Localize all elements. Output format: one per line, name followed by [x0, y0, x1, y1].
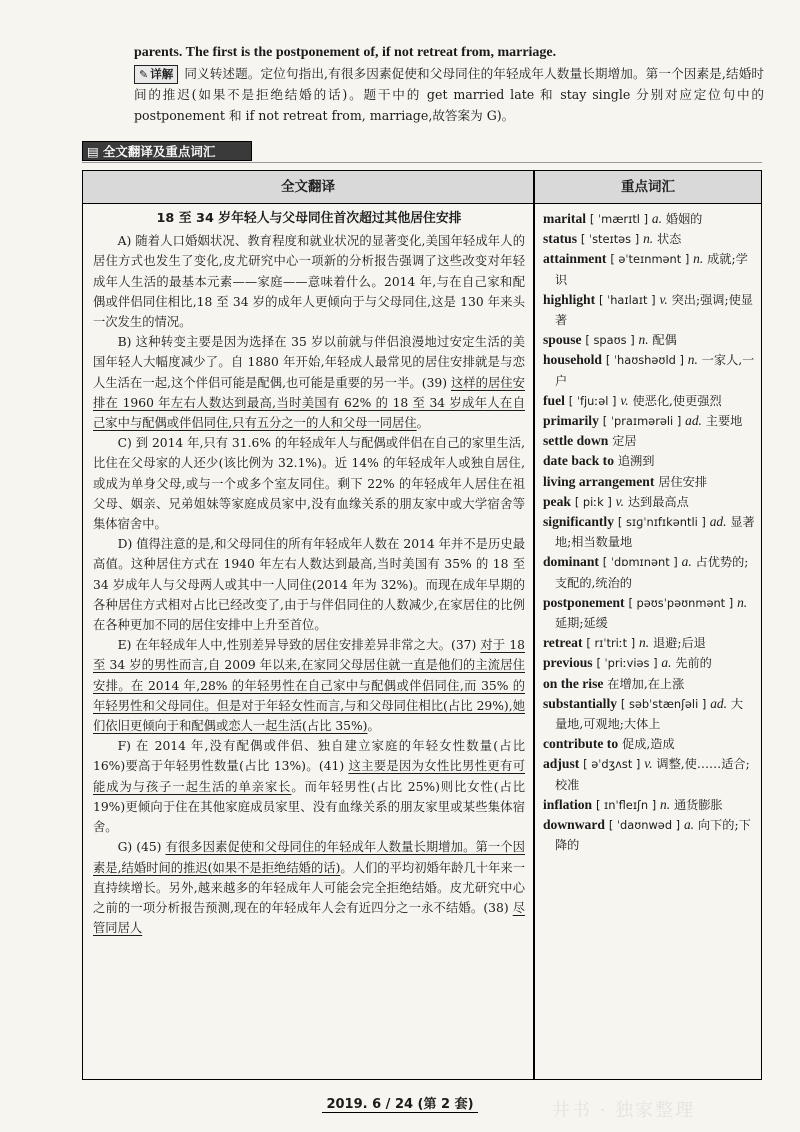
vocab-ipa: [ səbˈstænʃəli ]: [620, 696, 707, 711]
vocab-word: fuel: [543, 392, 565, 408]
underlined-answer: 这样的居住安排在 1960 年左右人数达到最高,当时美国有 62% 的 18 至 34 岁成年人在自己家中与配偶或伴侣同住,只有五分之一的人和父母一同居住: [93, 375, 525, 431]
vocab-entry: [543, 694, 755, 734]
vocab-word: date back to: [543, 453, 614, 469]
vocab-entry: [543, 593, 755, 633]
vocab-entry: [543, 512, 755, 552]
vocab-meaning: 向下的;下降的: [555, 818, 751, 853]
vocab-entry: [543, 350, 755, 390]
vocab-entry: [543, 815, 755, 855]
vocab-ipa: [ ˈhaɪlaɪt ]: [599, 292, 656, 307]
vocab-ipa: [ əˈteɪnmənt ]: [610, 252, 690, 267]
vocab-meaning: 占优势的;支配的,统治的: [555, 555, 749, 590]
vocab-meaning: 状态: [656, 232, 682, 247]
vocab-pos: n.: [639, 635, 650, 651]
vocab-word: postponement: [543, 594, 625, 610]
vocab-entry: [543, 411, 755, 431]
vocab-pos: n.: [693, 251, 704, 267]
vocab-entry: [543, 209, 755, 229]
vocab-pos: a.: [683, 817, 695, 833]
vocab-meaning: 调整,使……适合;校准: [555, 757, 750, 792]
vocab-ipa: [ ɪnˈfleɪʃn ]: [595, 797, 657, 812]
vocab-ipa: [ piːk ]: [574, 494, 612, 509]
article-title: 18 至 34 岁年轻人与父母同住首次超过其他居住安排: [156, 211, 462, 226]
vocab-word: attainment: [543, 251, 607, 267]
vocab-word: downward: [543, 817, 605, 833]
vocab-entry: [543, 653, 755, 673]
vocab-pos: v.: [615, 493, 624, 509]
vocab-meaning: 延期;延缓: [555, 616, 608, 631]
vocab-word: contribute to: [543, 736, 619, 752]
vocab-ipa: [ ˈfjuːəl ]: [568, 393, 617, 408]
vocab-pos: n.: [737, 594, 748, 610]
vocab-meaning: 居住安排: [658, 474, 708, 489]
vocab-word: living arrangement: [543, 473, 655, 489]
vocab-word: substantially: [543, 695, 618, 711]
vocab-meaning: 显著地;相当数量地: [555, 515, 755, 550]
vocab-pos: ad.: [685, 413, 702, 429]
vocab-ipa: [ rɪˈtriːt ]: [586, 636, 636, 651]
translation-column: [93, 209, 525, 938]
pencil-icon: ✎: [139, 68, 149, 81]
vocab-ipa: [ ˈmærɪtl ]: [589, 212, 649, 226]
vocab-ipa: [ ˈdɒmɪnənt ]: [602, 555, 678, 570]
header-vocab: 重点词汇: [621, 179, 675, 195]
underlined-answer: 这主要是因为女性比男性更有可能成为与孩子一起生活的单亲家长: [93, 759, 525, 794]
vocab-word: status: [543, 231, 577, 247]
passage-excerpt: parents. The first is the postponement of, if not retreat from, marriage.: [134, 45, 557, 60]
vocab-meaning: 定居: [612, 434, 637, 449]
vocab-word: on the rise: [543, 675, 604, 691]
vocab-ipa: [ ˈsteɪtəs ]: [580, 232, 640, 247]
vocab-meaning: 先前的: [675, 656, 712, 671]
vocab-meaning: 追溯到: [617, 454, 655, 469]
vocab-entry: [543, 290, 755, 330]
vocab-pos: a.: [681, 554, 692, 570]
vocab-entry: [543, 431, 755, 451]
vocab-column: [543, 209, 755, 856]
vocab-word: highlight: [543, 291, 596, 307]
vocab-ipa: [ ˈpriːviəs ]: [596, 656, 658, 671]
vocab-meaning: 达到最高点: [627, 494, 689, 509]
section-marker-icon: ▤: [87, 143, 99, 159]
translation-paragraph: D) 值得注意的是,和父母同住的所有年轻成年人数在 2014 年并不是历史最高值。这种居住方式在 1940 年左右人数达到最高,当时美国有 35% 的 18 至 34 岁成年人与父母两人或其中一人同住(2014 年为 32%)。而现在成年早期的各种居住方式相对占比已经改变了,由于与伴侣同住的人数减少,在家居住的比例在各种更加不同的居住安排中上升至首位。: [93, 537, 525, 633]
explanation-text: ✎ 详解 同义转述题。定位句指出,有很多因素促使和父母同住的年轻成年人数量长期增加。第一个因素是,结婚时间的推迟(如果不是拒绝结婚的话)。题干中的 get married late 和 stay single 分别对应定位句中的 postponement 和 if not retreat from, marriage,故答案为 G)。: [134, 66, 764, 123]
explanation-tag: ✎ 详解: [134, 65, 178, 84]
vocab-pos: ad.: [709, 514, 727, 530]
vocab-entry: [543, 249, 755, 289]
vocab-meaning: 成就;学识: [555, 252, 748, 287]
underlined-answer: 对于 18 至 34 岁的男性而言,自 2009 年以来,在家同父母居住就一直是他们的主流居住安排。在 2014 年,28% 的年轻男性在自己家中与配偶或伴侣同住,而 35% 的年轻男性和父母同住。但是对于年轻女性而言,与和父母同住相比(占比 29%),她们依旧更倾向于和配偶或恋人一起生活(占比 35%): [93, 638, 526, 734]
vocab-word: marital: [543, 211, 587, 226]
vocab-meaning: 突出;强调;使显著: [555, 292, 753, 328]
vocab-pos: ad.: [710, 695, 727, 711]
vocab-entry: [543, 674, 755, 694]
vocab-pos: n.: [660, 796, 671, 812]
page-footer: 2019. 6 / 24 (第 2 套): [0, 1093, 800, 1112]
translation-table: [82, 170, 762, 1080]
vocab-pos: v.: [659, 291, 668, 307]
vocab-entry: [543, 391, 755, 411]
vocab-ipa: [ pəʊsˈpəʊnmənt ]: [628, 595, 734, 610]
vocab-entry: [543, 552, 755, 592]
vocab-meaning: 促成,造成: [622, 737, 675, 752]
column-divider: [533, 171, 535, 1079]
vocab-entry: [543, 229, 755, 249]
vocab-entry: [543, 492, 755, 512]
vocab-meaning: 退避;后退: [652, 636, 706, 651]
vocab-meaning: 大量地,可观地;大体上: [555, 696, 744, 732]
translation-paragraph: E) 在年轻成年人中,性别差异导致的居住安排差异非常之大。(37) 对于 18 至 34 岁的男性而言,自 2009 年以来,在家同父母居住就一直是他们的主流居住安排。在 2014 年,28% 的年轻男性在自己家中与配偶或伴侣同住,而 35% 的年轻男性和父母同住。但是对于年轻女性而言,与和父母同住相比(占比 29%),她们依旧更倾向于和配偶或恋人一起生活(占比 35%)。: [93, 638, 526, 734]
vocab-ipa: [ ˈpraɪmərəli ]: [602, 414, 682, 429]
vocab-meaning: 通货膨胀: [673, 797, 723, 812]
answer-explanation: [134, 42, 764, 126]
vocab-word: retreat: [543, 635, 583, 651]
underlined-answer: 尽管同居人: [93, 900, 525, 936]
table-header: [83, 171, 761, 204]
vocab-entry: [543, 472, 755, 492]
vocab-word: household: [543, 352, 602, 368]
vocab-meaning: 一家人,一户: [555, 353, 755, 388]
vocab-pos: n.: [638, 332, 649, 348]
vocab-ipa: [ sɪɡˈnɪfɪkəntli ]: [617, 515, 706, 530]
vocab-word: settle down: [543, 433, 609, 449]
underlined-answer: 有很多因素促使和父母同住的年轻成年人数量长期增加。第一个因素是,结婚时间的推迟(如果不是拒绝结婚的话): [93, 840, 525, 875]
vocab-word: spouse: [543, 332, 582, 348]
header-translation: 全文翻译: [281, 179, 335, 195]
vocab-pos: v.: [644, 756, 653, 772]
vocab-pos: a.: [651, 211, 662, 226]
section-rule: [82, 162, 762, 163]
vocab-ipa: [ spaʊs ]: [585, 333, 635, 348]
translation-paragraph: F) 在 2014 年,没有配偶或伴侣、独自建立家庭的年轻女性数量(占比 16%)要高于年轻男性数量(占比 13%)。(41) 这主要是因为女性比男性更有可能成为与孩子一起生活的单亲家长。而年轻男性(占比 25%)则比女性(占比 19%)更倾向于住在其他家庭成员家里、没有血缘关系的朋友家里或某些集体宿舍。: [93, 739, 525, 835]
translation-paragraph: A) 随着人口婚姻状况、教育程度和就业状况的显著变化,美国年轻成年人的居住方式也发生了变化,皮尤研究中心一项新的分析报告强调了这些改变对年轻成年人生活的最基本元素——家庭——意味着什么。2014 年,与在自己家和配偶或伴侣同住相比,18 至 34 岁的成年人更倾向于与父母同住,这是 130 年来头一次发生的情况。: [93, 234, 525, 330]
vocab-entry: [543, 754, 755, 794]
vocab-pos: n.: [643, 231, 654, 247]
vocab-entry: [543, 330, 755, 350]
vocab-entry: [543, 734, 755, 754]
vocab-word: significantly: [543, 514, 614, 530]
vocab-word: primarily: [543, 413, 599, 429]
vocab-meaning: 主要地: [705, 414, 743, 429]
vocab-entry: [543, 795, 755, 815]
translation-paragraph: B) 这种转变主要是因为选择在 35 岁以前就与伴侣浪漫地过安定生活的美国年轻人大幅度减少了。自 1880 年开始,年轻成人最常见的居住安排就是与恋人生活在一起,这个伴侣可能是配偶,也可能是重要的另一半。(39) 这样的居住安排在 1960 年左右人数达到最高,当时美国有 62% 的 18 至 34 岁成年人在自己家中与配偶或伴侣同住,只有五分之一的人和父母一同居住。: [93, 335, 525, 431]
translation-paragraphs: [93, 231, 525, 938]
watermark: 井书 · 独家整理: [552, 1100, 696, 1121]
vocab-entry: [543, 633, 755, 653]
vocab-word: peak: [543, 493, 571, 509]
vocab-meaning: 在增加,在上涨: [607, 676, 685, 691]
translation-paragraph: C) 到 2014 年,只有 31.6% 的年轻成年人与配偶或伴侣在自己的家里生活,比住在父母家的人还少(该比例为 32.1%)。近 14% 的年轻成年人或独自居住,或成为单身父母,或与一个或多个室友同住。剩下 22% 的年轻成年人居住在祖父母、姻亲、兄弟姐妹等家庭成员家中,没有血缘关系的朋友家中或大学宿舍等集体宿舍中。: [93, 436, 525, 532]
vocab-entry: [543, 451, 755, 471]
vocab-word: previous: [543, 655, 593, 671]
section-title: ▤ 全文翻译及重点词汇: [82, 141, 252, 161]
vocab-word: adjust: [543, 756, 580, 772]
vocab-ipa: [ əˈdʒʌst ]: [583, 757, 641, 772]
vocab-pos: v.: [620, 392, 629, 408]
vocab-meaning: 婚姻的: [665, 212, 703, 226]
vocab-ipa: [ ˈhaʊshəʊld ]: [605, 353, 684, 368]
vocab-word: dominant: [543, 554, 599, 570]
vocab-pos: a.: [661, 655, 672, 671]
translation-paragraph: G) (45) 有很多因素促使和父母同住的年轻成年人数量长期增加。第一个因素是,结婚时间的推迟(如果不是拒绝结婚的话)。人们的平均初婚年龄几十年来一直持续增长。另外,越来越多的年轻成年人可能会完全拒绝结婚。皮尤研究中心之前的一项分析报告预测,现在的年轻成年人会有近四分之一永不结婚。(38) 尽管同居人: [93, 840, 525, 936]
vocab-word: inflation: [543, 796, 593, 812]
vocab-meaning: 使恶化,使更强烈: [632, 393, 722, 408]
vocab-meaning: 配偶: [652, 333, 677, 348]
vocab-pos: n.: [687, 352, 698, 368]
vocab-ipa: [ ˈdaʊnwəd ]: [608, 818, 681, 833]
